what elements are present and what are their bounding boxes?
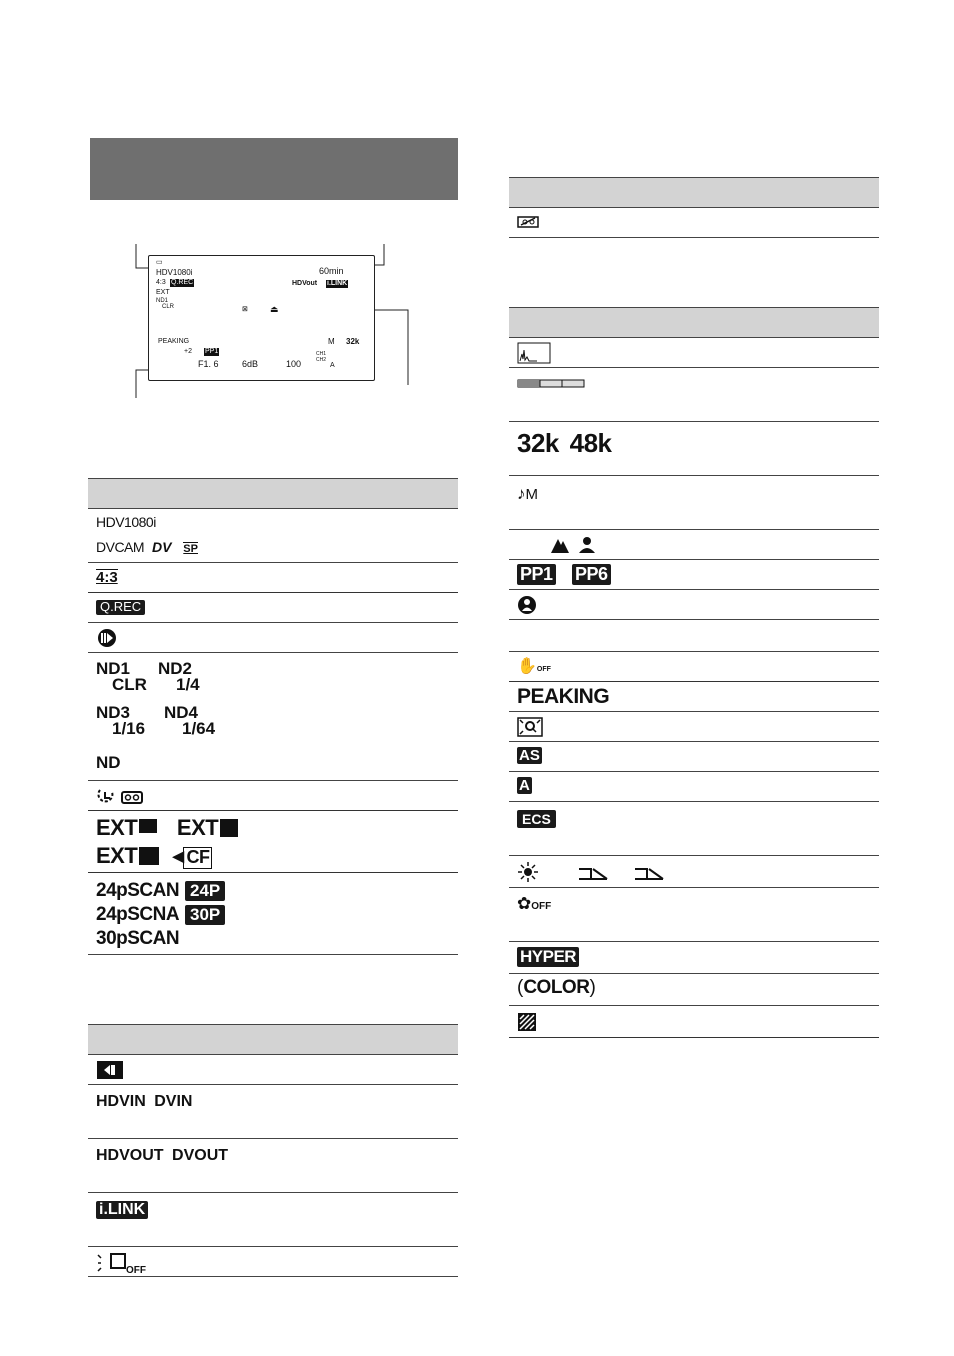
nd-label: ND <box>96 753 121 772</box>
input-labels <box>96 1093 192 1111</box>
table-row <box>509 476 879 530</box>
table-row <box>509 888 879 942</box>
pp1-badge: PP1 <box>517 564 556 585</box>
format-hdv-label: HDV1080i <box>96 514 156 530</box>
cassette-icon: ⊠ <box>242 306 248 313</box>
table-row <box>88 623 458 653</box>
indicator-table-right-2 <box>509 307 879 1038</box>
table-row <box>509 856 879 888</box>
sp-label: SP <box>183 543 198 555</box>
peaking-label: PEAKING <box>517 685 610 708</box>
24p-badge: 24P <box>185 881 225 901</box>
table-row <box>509 1006 879 1038</box>
ext-box-icon <box>139 815 157 837</box>
table-header <box>509 307 879 338</box>
table-row <box>88 653 458 781</box>
cf-label: CF <box>183 847 212 869</box>
color-label: (COLOR) <box>517 977 596 998</box>
table-row <box>88 1139 458 1193</box>
table-row <box>509 942 879 974</box>
off-label: OFF <box>126 1265 146 1276</box>
skintone-icon <box>517 595 537 620</box>
table-row <box>88 1085 458 1139</box>
nd4-label: ND4 1/64 <box>164 703 216 738</box>
nd1-label: ND1 CLR <box>96 659 147 694</box>
cf-icon: ◂ <box>172 843 184 868</box>
peaking-label: PEAKING <box>158 338 190 345</box>
table-row <box>509 974 879 1006</box>
table-row <box>509 590 879 620</box>
record-review-icon <box>96 628 118 653</box>
ilink-label: i.LINK <box>327 280 348 287</box>
hdvout-label: HDVOUT <box>96 1147 164 1164</box>
screen-indicator-diagram <box>134 240 414 400</box>
sample-rate-labels <box>517 428 612 459</box>
mic-label: M <box>328 337 335 346</box>
table-row <box>509 368 879 422</box>
table-row <box>88 1193 458 1247</box>
table-row <box>88 781 458 811</box>
zoom-bar-icon <box>517 376 585 394</box>
ext-light-icon <box>220 819 238 837</box>
qrec-label: Q.REC <box>96 599 145 615</box>
output-labels <box>96 1147 228 1165</box>
table-row <box>509 802 879 856</box>
30p-badge: 30P <box>185 905 225 925</box>
ext-labels-1: EXT EXT <box>96 815 238 840</box>
nd-label: ND1 <box>156 298 169 304</box>
table-row <box>88 509 458 563</box>
table-header <box>88 478 458 509</box>
as-value: +2 <box>184 348 192 355</box>
zebra-icon <box>517 1012 537 1037</box>
expanded-focus-icon <box>517 717 543 742</box>
table-row <box>509 742 879 772</box>
hyper-badge: HYPER <box>517 947 579 967</box>
iris-value: F1. 6 <box>198 359 219 369</box>
dvin-label: DVIN <box>154 1093 193 1110</box>
steadyshot-off-icon: ✋OFF <box>517 658 551 675</box>
auto-iris-badge: A <box>519 777 530 794</box>
dvout-label: DVOUT <box>172 1147 229 1164</box>
32k-label: 32k <box>517 428 559 458</box>
indicator-table-left-1 <box>88 478 458 955</box>
qrec-label: Q.REC <box>171 279 194 286</box>
table-row <box>509 530 879 560</box>
frame-rate-badges <box>185 879 225 927</box>
ecs-badge: ECS <box>517 810 556 828</box>
audio-mic-label: ♪M <box>517 484 538 503</box>
flower-off-icon: ✿OFF <box>517 894 552 913</box>
histogram-icon <box>517 342 551 369</box>
48k-label: 48k <box>569 428 612 458</box>
ch2-label: CH2 <box>316 357 327 363</box>
shutter-value: 100 <box>286 359 302 369</box>
input-indicator-icon <box>96 1060 124 1085</box>
aspect-label: 4:3 <box>156 279 166 286</box>
table-row <box>509 772 879 802</box>
cassette-memory-icon <box>96 786 146 811</box>
ext-label: EXT <box>156 289 170 296</box>
pp-label: PP1 <box>205 348 219 355</box>
pp6-badge: PP6 <box>572 564 611 585</box>
ch1-label: CH1 <box>316 351 327 357</box>
landscape-portrait-icon <box>549 535 601 555</box>
ext-labels-2: EXT ◂ CF <box>96 844 212 869</box>
ilink-label: i.LINK <box>96 1201 148 1219</box>
table-header <box>509 177 879 208</box>
table-row <box>88 593 458 623</box>
sun-icon <box>518 862 538 882</box>
sample-rate-label: 32k <box>346 337 360 346</box>
white-balance-a-icon <box>579 869 607 879</box>
format-label: HDV1080i <box>156 268 193 277</box>
table-row <box>509 338 879 368</box>
table-row <box>88 1055 458 1085</box>
scan-mode-labels: 24pSCAN 24pSCNA 30pSCAN <box>96 880 180 949</box>
table-header <box>88 1024 458 1055</box>
table-row <box>509 560 879 590</box>
table-row <box>88 563 458 593</box>
white-balance-icons <box>517 861 677 888</box>
ext-tape-icon <box>139 847 159 865</box>
hdvin-label: HDVIN <box>96 1093 146 1110</box>
remaining-label: 60min <box>319 266 344 276</box>
table-row <box>88 873 458 955</box>
hdvout-label: HDVout <box>292 280 318 287</box>
table-row <box>509 422 879 476</box>
picture-profile-labels <box>517 564 611 585</box>
nd3-label: ND3 1/16 <box>96 703 146 738</box>
music-note-icon: ♪ <box>517 484 526 503</box>
format-dv-labels <box>96 539 198 555</box>
cassette-eject-icon <box>517 214 541 235</box>
table-row <box>509 712 879 742</box>
table-row <box>509 620 879 652</box>
nd2-label: ND2 1/4 <box>158 659 200 694</box>
indicator-table-right-1 <box>509 177 879 238</box>
clr-label: CLR <box>162 304 175 310</box>
table-row <box>509 208 879 238</box>
table-row <box>88 1247 458 1277</box>
table-row <box>509 682 879 712</box>
wb-label: A <box>330 362 335 369</box>
dvcam-label: DVCAM <box>96 539 145 555</box>
gain-value: 6dB <box>242 359 259 369</box>
as-badge: AS <box>519 747 540 764</box>
video-light-off-icon <box>96 1251 146 1278</box>
eject-icon: ⏏ <box>270 304 279 314</box>
section-title-banner <box>90 138 458 200</box>
battery-icon: ▭ <box>156 259 163 266</box>
aspect-label: 4:3 <box>96 569 118 586</box>
scene-icons <box>549 535 601 560</box>
table-row <box>88 811 458 873</box>
dv-label: DV <box>151 539 172 555</box>
table-row <box>509 652 879 682</box>
indicator-table-left-2 <box>88 1024 458 1277</box>
white-balance-b-icon <box>635 869 663 879</box>
